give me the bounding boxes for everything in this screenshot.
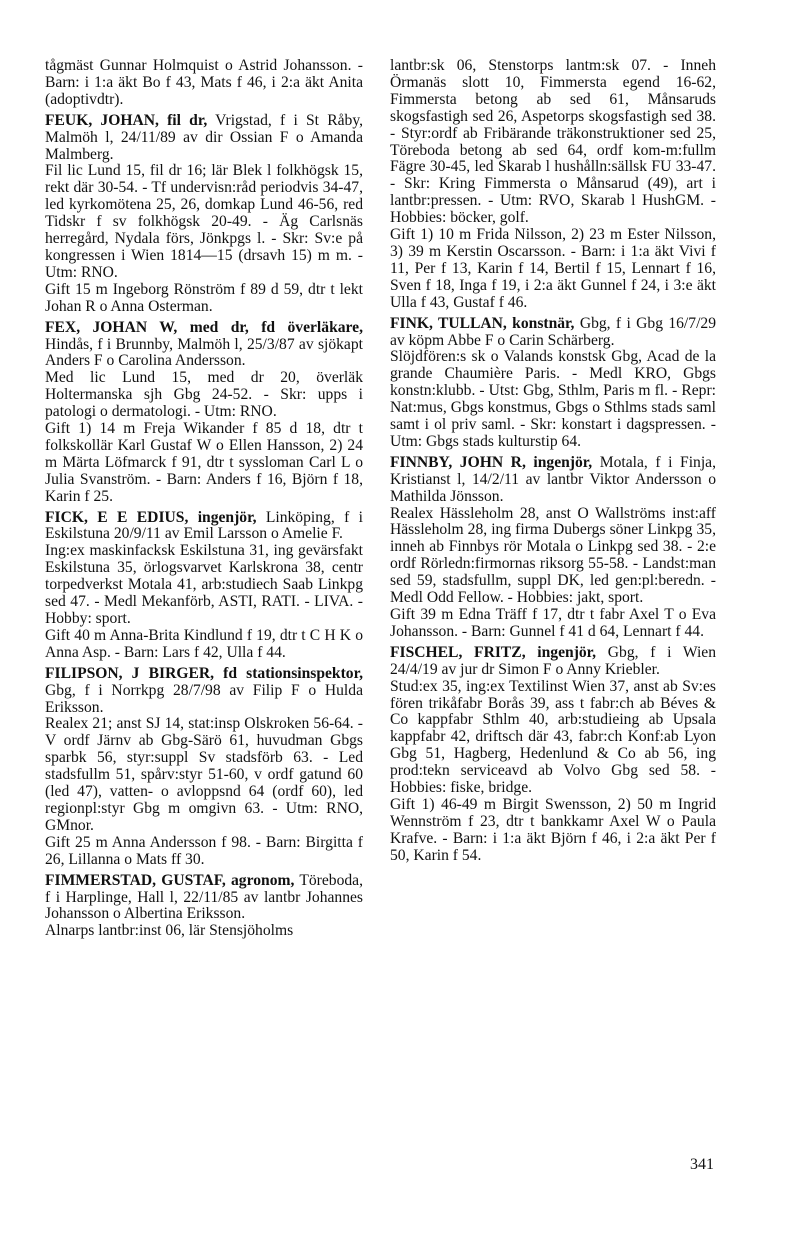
entry-text: Stud:ex 35, ing:ex Textilinst Wien 37, anst ab Sv:es fören trikåfabr Borås 39, ass t fabr:ch ab Béves & Co kappfabr Sthlm 40, arb:studieing ab Upsala kappfabr 42, driftsch där 43, fabr:ch Konf:ab Lyon Gbg 51, Hagberg, Hedenlund & Co ab 56, ing prod:tekn serviceavd ab Volvo Gbg sed 58. - Hobbies: fiske, bridge. (390, 677, 716, 797)
page-number: 341 (690, 1156, 714, 1173)
entry-text: Med lic Lund 15, med dr 20, överläk Holtermanska sjh Gbg 24-52. - Skr: upps i patologi o dermatologi. - Utm: RNO. (45, 369, 363, 421)
entry-text: Gbg, f i Gbg 16/7/29 av köpm Abbe F o Carin Schärberg. (390, 314, 716, 349)
entry-text: Fil lic Lund 15, fil dr 16; lär Blek l folkhögsk 15, rekt där 30-54. - Tf undervisn:råd periodvis 34-47, led kyrkomötena 25, 26, domkap Lund 46-56, red Tidskr f sv folkhögsk 20-49. - Äg Carlsnäs herregård, Nydala förs, Jönkpgs l. - Skr: Sv:e på kongressen i Wien 1814—15 (drsavh 15) m m. - Utm: RNO. (45, 162, 363, 281)
entry-text: Gift 15 m Ingeborg Rönström f 89 d 59, dtr t lekt Johan R o Anna Osterman. (45, 280, 363, 315)
entry-text: Motala, f i Finja, Kristianst l, 14/2/11 av lantbr Viktor Andersson o Mathilda Jönsson. (390, 453, 716, 505)
entry-text: Ing:ex maskinfacksk Eskilstuna 31, ing gevärsfakt Eskilstuna 35, örlogsvarvet Karlskrona 38, centr torpedverkst Motala 41, arb:studiech Saab Linkpg sed 47. - Medl Mekanförb, ASTI, RATI. - LIVA. - Hobby: sport. (45, 542, 363, 627)
left-column (45, 58, 363, 944)
biography-entry (390, 316, 716, 451)
entry-text: Realex Hässleholm 28, anst O Wallströms inst:aff Hässleholm 28, ing firma Dubergs söner Linkpg 35, inneh ab Finnbys rör Motala o Linkpg sed 38. - 2:e ordf Rörledn:firmornas riksorg 55-58. - Landst:man sed 59, stadsfullm, suppl DK, led gen:pl:beredn. - Medl Odd Fellow. - Hobbies: jakt, sport. (390, 504, 716, 607)
entry-name: FIMMERSTAD, GUSTAF, agronom, (45, 871, 295, 889)
entry-name: FISCHEL, FRITZ, ingenjör, (390, 643, 597, 661)
entry-text: Alnarps lantbr:inst 06, lär Stensjöholms (45, 922, 294, 940)
entry-name: FINNBY, JOHN R, ingenjör, (390, 453, 593, 471)
entry-text: Gift 25 m Anna Andersson f 98. - Barn: Birgitta f 26, Lillanna o Mats ff 30. (45, 833, 363, 868)
entry-text: Gift 39 m Edna Träff f 17, dtr t fabr Axel T o Eva Johansson. - Barn: Gunnel f 41 d 64, Lennart f 44. (390, 606, 716, 640)
entry-text: Hindås, f i Brunnby, Malmöh l, 25/3/87 av sjökapt Anders F o Carolina Andersson. (45, 335, 363, 370)
biography-entry (45, 113, 363, 316)
entry-name: FINK, TULLAN, konstnär, (390, 314, 575, 332)
biography-entry (45, 873, 363, 941)
entry-name: FICK, E E EDIUS, ingenjör, (45, 508, 257, 526)
entry-text: Töreboda, f i Harplinge, Hall l, 22/11/85 av lantbr Johannes Johansson o Albertina Eriksson. (45, 871, 363, 923)
entry-name: FEUK, JOHAN, fil dr, (45, 111, 208, 129)
entry-text: Gift 1) 14 m Freja Wikander f 85 d 18, dtr t folkskollär Karl Gustaf W o Ellen Hansson, 2) 24 m Märta Löfmarck f 91, dtr t syssloman Carl L o Julia Svanström. - Barn: Anders f 16, Björn f 18, Karin f 25. (45, 420, 363, 505)
continued-entry-marriage: Gift 1) 10 m Frida Nilsson, 2) 23 m Ester Nilsson, 3) 39 m Kerstin Oscarsson. - Barn: i 1:a äkt Vivi f 11, Per f 13, Karin f 14, Bertil f 15, Lennart f 16, Sven f 18, Inga f 19, i 2:a äkt Gunnel f 24, i 3:e äkt Ulla f 43, Gustaf f 46. (390, 226, 716, 311)
right-column (390, 58, 716, 869)
entry-name: FEX, JOHAN W, med dr, fd överläkare, (45, 318, 363, 336)
entry-text: Linköping, f i Eskilstuna 20/9/11 av Emil Larsson o Amelie F. (45, 508, 363, 543)
biography-entry (45, 320, 363, 506)
biography-entry (390, 455, 716, 641)
entry-text: Gift 40 m Anna-Brita Kindlund f 19, dtr t C H K o Anna Asp. - Barn: Lars f 42, Ulla f 44. (45, 626, 363, 661)
biography-entry (45, 510, 363, 662)
entry-text: Realex 21; anst SJ 14, stat:insp Olskroken 56-64. - V ordf Järnv ab Gbg-Särö 61, huvudman Gbgs sparbk 56, styr:suppl Sv stadsförb 63. - Led stadsfullm 51, spårv:styr 51-60, v ordf gatund 60 (led 47), vatten- o avloppsnd 64 (ordf 60), led regionpl:styr Gbg m omgivn 63. - Utm: RNO, GMnor. (45, 715, 363, 834)
biography-entry (390, 645, 716, 865)
entry-text: Gift 1) 46-49 m Birgit Swensson, 2) 50 m Ingrid Wennström f 23, dtr t bankkamr Axel W o Paula Krafve. - Barn: i 1:a äkt Björn f 46, i 2:a äkt Per f 50, Karin f 54. (390, 795, 716, 864)
entry-text: Gbg, f i Wien 24/4/19 av jur dr Simon F o Anny Kriebler. (390, 643, 717, 678)
entry-text: Slöjdfören:s sk o Valands konstsk Gbg, Acad de la grande Chaumière Paris. - Medl KRO, Gbgs konstn:klubb. - Utst: Gbg, Sthlm, Paris m fl. - Repr: Nat:mus, Gbgs konstmus, Gbgs o Sthlms stads saml samt i ol priv saml. - Skr: konstart i dagspressen. - Utm: Gbgs stads kulturstip 64. (390, 348, 716, 450)
biography-entry (45, 666, 363, 869)
entry-text: Gbg, f i Norrkpg 28/7/98 av Filip F o Hulda Eriksson. (45, 681, 363, 716)
entry-name: FILIPSON, J BIRGER, fd stationsinspektor, (45, 664, 363, 682)
entry-text: Vrigstad, f i St Råby, Malmöh l, 24/11/89 av dir Ossian F o Amanda Malmberg. (45, 111, 363, 163)
continued-entry-text: lantbr:sk 06, Stenstorps lantm:sk 07. - Inneh Örmanäs slott 10, Fimmersta egend 16-62, Fimmersta betong ab sed 61, Månsaruds skogsfastigh sed 26, Aspetorps skogsfastigh sed 38. - Styr:ordf ab Fribärande träkonstruktioner sed 25, Töreboda betong ab sed 64, ordf kom-m:fullm Fägre 30-45, led Skarab l hushålln:sällsk FU 33-47. - Skr: Kring Fimmersta o Månsarud (49), art i lantbr:pressen. - Utm: RVO, Skarab l HushGM. - Hobbies: böcker, golf. (390, 57, 716, 227)
continued-entry-text: tågmäst Gunnar Holmquist o Astrid Johansson. - Barn: i 1:a äkt Bo f 43, Mats f 46, i 2:a äkt Anita (adoptivdtr). (45, 57, 363, 108)
